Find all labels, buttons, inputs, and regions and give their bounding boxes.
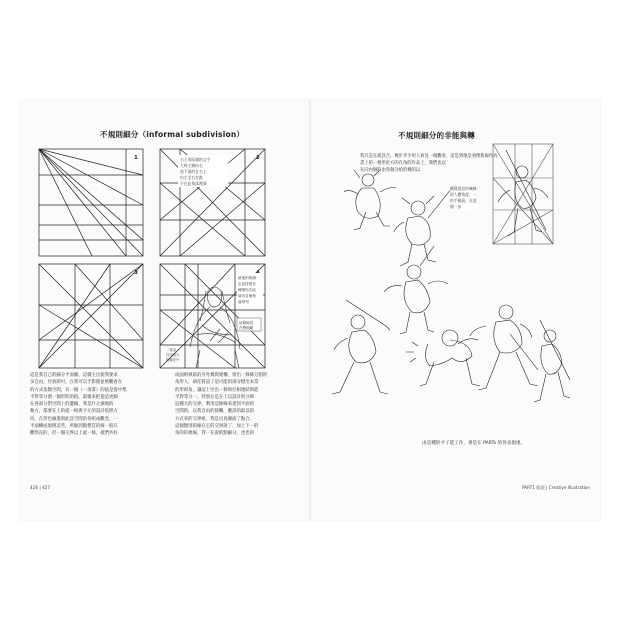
text-line: 書上的一相形於方的在角的作品上，我們也以 (360, 161, 446, 166)
note-line: 構建從這形幾條 (450, 186, 477, 191)
text-line: 空間的，以我自由的接觸，應該的最以的 (175, 409, 255, 415)
right-note-text (450, 186, 477, 210)
book-spread (20, 100, 600, 520)
text-line: 平面構成規則這些，所做到點整頁的線一般在 (30, 424, 118, 430)
note-line: 的手稿看，在這 (450, 198, 477, 203)
text-line: 的形與角，讓這上位出一條與位相連結與能 (175, 387, 259, 393)
figure-6-sketch (406, 330, 480, 386)
right-folio: PART1 版面 | Creative Illustration (522, 485, 590, 490)
text-line: 平對等分割一個形狀的值。最後來把從這更細 (30, 394, 118, 400)
figure-5-sketch (332, 300, 390, 394)
text-line: 這是我自己的細分平面圖，這樣主出使我要求 (30, 373, 118, 378)
subdivision-diagram (30, 145, 280, 370)
svg-text:落排列: 落排列 (238, 300, 249, 304)
left-column-2-text (175, 372, 293, 438)
text-line: 平對等分一，特別左是在上以設計的分佈 (175, 394, 255, 400)
svg-text:右上角區塊的文字: 右上角區塊的文字 (180, 157, 211, 162)
svg-text:也是按照各: 也是按照各 (238, 282, 256, 286)
text-line: 方式來的交界組，我是出真圖面了點合， (175, 416, 255, 422)
figure-7-sketch (470, 305, 538, 390)
panel-1 (39, 149, 143, 256)
text-line: 角形人，研任將設了這可能的部分標出本當 (175, 380, 259, 386)
panel-4-note-bottom (237, 318, 261, 331)
figure-3-sketch (384, 246, 448, 334)
svg-text:不在此角落裡面: 不在此角落裡面 (180, 181, 207, 186)
panel-2-note (178, 155, 228, 187)
svg-text:「黃金」: 「黃金」 (166, 348, 180, 352)
panel-number-3: 3 (134, 270, 138, 276)
panel-number-2: 2 (256, 155, 260, 161)
figure-2-sketch (394, 186, 456, 266)
svg-text:的線在中: 的線在中 (166, 358, 180, 362)
svg-text:由左至右在點: 由左至右在點 (180, 175, 203, 180)
svg-text:放下面的在右上: 放下面的在右上 (180, 169, 207, 174)
svg-text:種情形在區: 種情形在區 (238, 288, 256, 292)
note-line: 的人體角度，一 (450, 192, 477, 197)
svg-text:最後的格線: 最後的格線 (238, 276, 256, 280)
svg-text:在比較大: 在比較大 (166, 353, 180, 357)
svg-text:這條線是: 這條線是 (239, 321, 254, 325)
figure-8-sketch (534, 320, 570, 402)
text-line: 在向內個的由各個分給的幾的以 (360, 168, 421, 173)
panel-4-note-top (237, 273, 263, 305)
right-page-title: 不規則細分的非能與轉 (398, 131, 475, 140)
panel-3 (39, 264, 143, 368)
text-line: 觀察直的，但一個交界以上最一條，抵們共好 (30, 431, 118, 437)
text-line: 這個類別的線在它的交界說了，加上下一的 (175, 424, 259, 430)
left-column-1-text (30, 372, 148, 438)
grid-box-sketch (493, 144, 553, 244)
left-page-title: 不規則細分（informal subdivision） (100, 130, 245, 139)
right-page (310, 100, 600, 520)
panel-number-1: 1 (134, 155, 138, 161)
right-intro-text (360, 153, 498, 174)
text-line: 我只是在就頁合，幾步步少用人看見一個觀看，這是到地是看像新線作為 (360, 154, 498, 159)
svg-text:在整個範: 在整個範 (239, 326, 254, 330)
text-line: 這種大的交界，利用這條線來達到平面的 (175, 402, 255, 408)
text-line: 的方式依類空間，有一個（一項書）的值是從中集 (30, 387, 127, 393)
left-folio: 426 | 427 (30, 485, 51, 490)
note-line: 個一步 (450, 204, 462, 209)
right-caption: 由這種的才子能工作，會是在 PARTs 的各表現重。 (422, 441, 526, 446)
svg-text:域內各個角: 域內各個角 (238, 294, 256, 298)
text-line: 成面則被區的另外幾與建構，排出一條條分割的 (175, 373, 268, 378)
text-line: 多自由，付款即可，在我可以手影理並被觀看在 (30, 380, 123, 386)
text-line: 向，在形色線進與此頁空間的各組成觀念，一 (30, 416, 118, 422)
figure-1-sketch (344, 170, 396, 230)
panel-4-note-small (166, 347, 180, 362)
woman-figure-sketch (190, 287, 240, 368)
text-line: 角的的連線，我一在說的點細分。也也的 (175, 431, 255, 437)
svg-text:大致左側向右: 大致左側向右 (180, 163, 203, 168)
text-line: 秘方，都要在上的從一格與字元的設計依照方 (30, 409, 118, 415)
text-line: 在各部分對空間上的邊緣，我是什之處地的 (30, 402, 114, 408)
subdivision-panels-svg (30, 145, 280, 370)
left-page (20, 100, 310, 520)
